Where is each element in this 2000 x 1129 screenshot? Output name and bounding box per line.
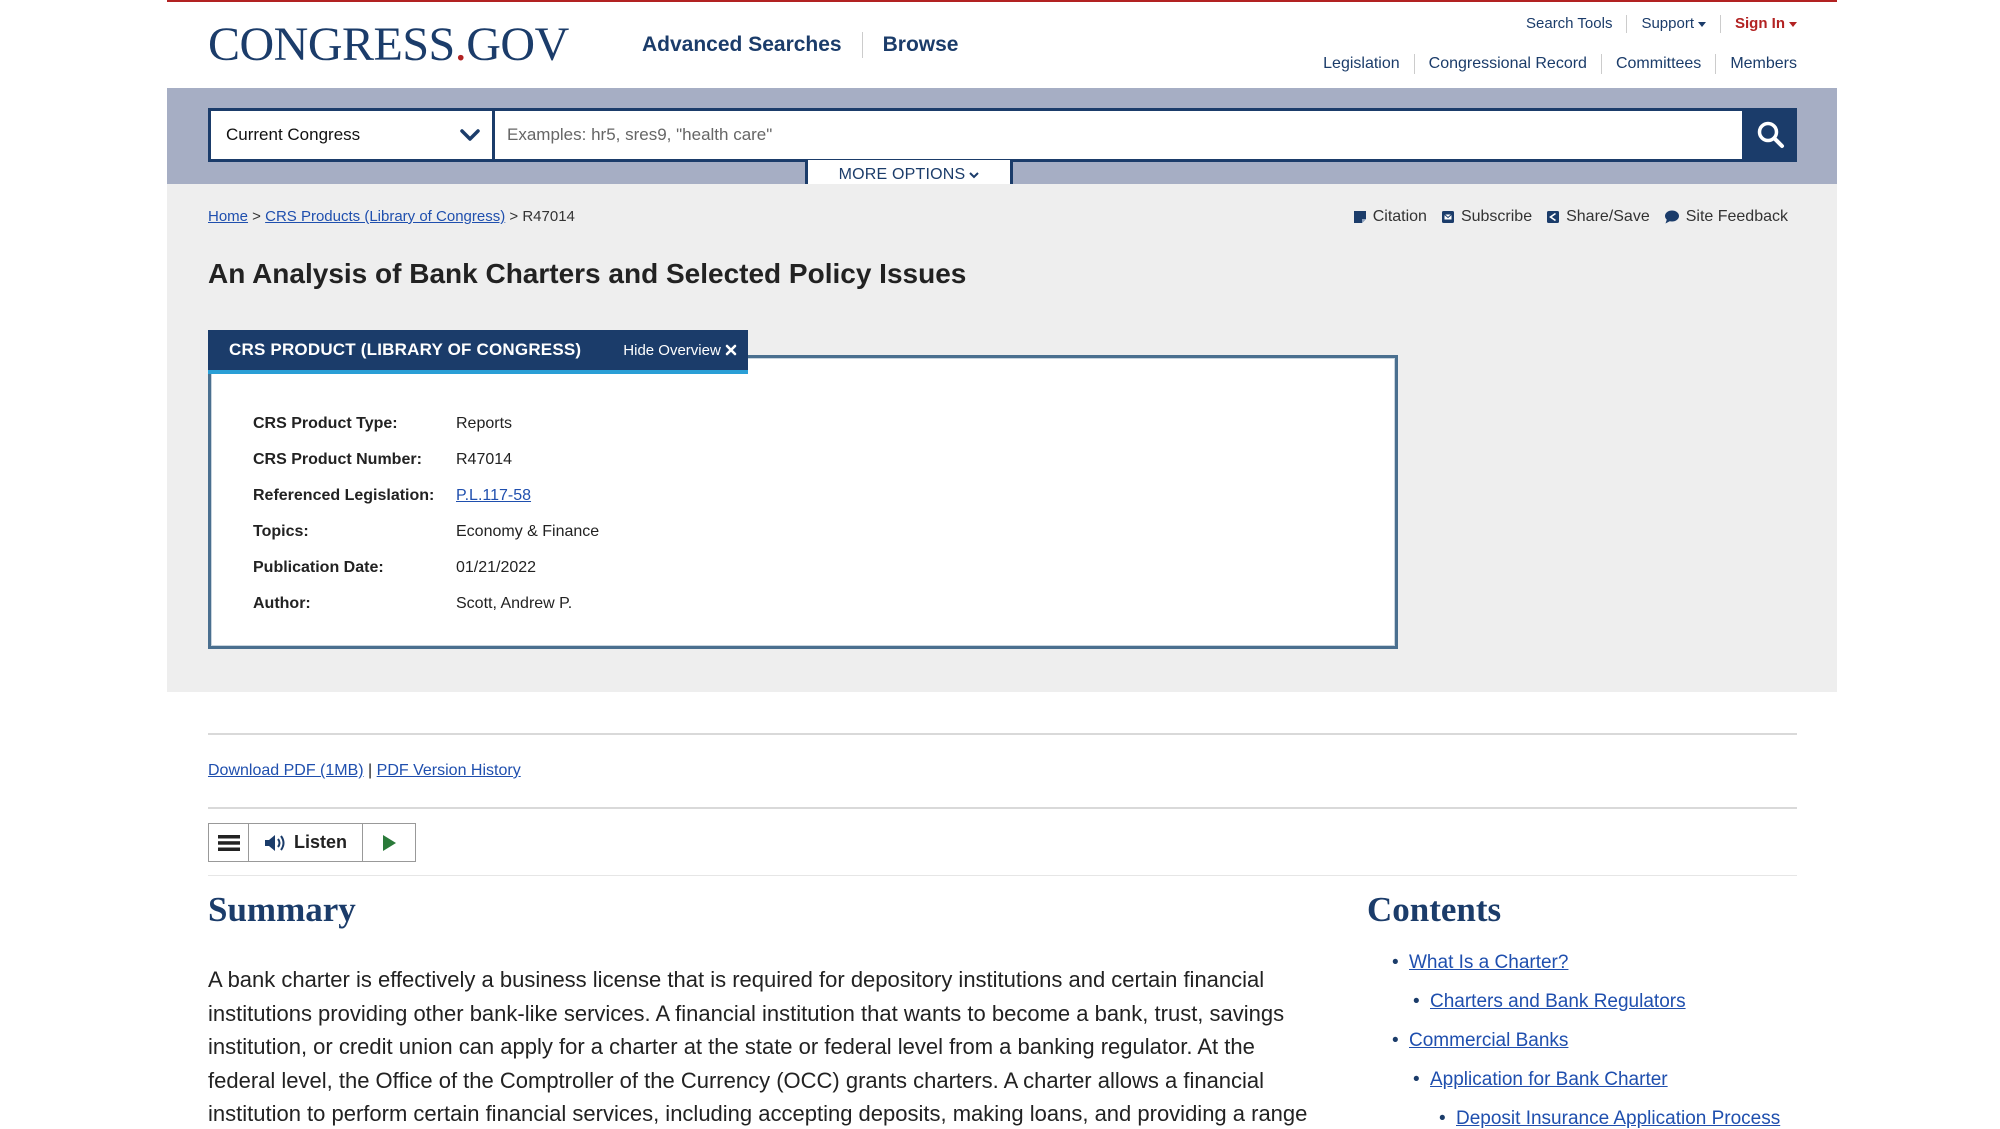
- congress-scope-select[interactable]: [208, 108, 492, 162]
- overview-row-product-number: [253, 442, 599, 478]
- caret-down-icon: [1789, 22, 1797, 27]
- summary-line: institution to perform certain financial services, including accepting deposits, making loans, and providing a range: [208, 1101, 1308, 1126]
- summary-line: institution, or credit union can apply for a charter at the state or federal level from a banking regulator. At the: [208, 1034, 1255, 1059]
- listen-button[interactable]: [249, 824, 363, 861]
- divider: [208, 807, 1797, 809]
- overview-value: Reports: [456, 415, 513, 432]
- overview-tab: [208, 330, 748, 374]
- search-tools-link[interactable]: Search Tools: [1526, 15, 1613, 32]
- browse-link[interactable]: Browse: [882, 33, 959, 56]
- overview-key: CRS Product Type:: [253, 415, 398, 432]
- toc-item-application-for-bank-charter[interactable]: • Application for Bank Charter: [1430, 1069, 1668, 1091]
- search-band: [167, 88, 1837, 184]
- envelope-icon: [1441, 210, 1455, 224]
- subscribe-label: Subscribe: [1460, 208, 1533, 225]
- logo-main: CONGRESS: [208, 18, 455, 71]
- share-save-label: Share/Save: [1566, 208, 1650, 225]
- breadcrumb-crs-link[interactable]: CRS Products (Library of Congress): [265, 208, 506, 225]
- hamburger-menu-icon: [218, 834, 240, 852]
- committees-link[interactable]: Committees: [1615, 55, 1702, 72]
- chevron-down-icon: [460, 125, 480, 145]
- overview-tab-label: CRS PRODUCT (LIBRARY OF CONGRESS): [229, 340, 582, 359]
- breadcrumb-separator: >: [505, 208, 523, 225]
- pdf-links: [208, 762, 521, 780]
- citation-button[interactable]: [1353, 208, 1427, 226]
- overview-row-author: [253, 586, 599, 622]
- overview-value: R47014: [456, 451, 513, 468]
- play-icon: [381, 834, 397, 852]
- search-button[interactable]: [1745, 108, 1797, 162]
- breadcrumb-home-link[interactable]: Home: [208, 208, 249, 225]
- page-title: An Analysis of Bank Charters and Selected Policy Issues: [208, 258, 967, 289]
- more-options-label: MORE OPTIONS: [838, 165, 966, 183]
- overview-row-referenced-legislation: [253, 478, 599, 514]
- members-link[interactable]: Members: [1730, 55, 1797, 72]
- breadcrumb: [208, 208, 575, 225]
- overview-value: 01/21/2022: [456, 559, 537, 576]
- subscribe-button[interactable]: [1441, 208, 1532, 226]
- overview-key: CRS Product Number:: [253, 451, 422, 468]
- overview-row-product-type: [253, 406, 599, 442]
- legislation-link[interactable]: Legislation: [1323, 55, 1400, 72]
- utility-nav: [1512, 15, 1797, 33]
- logo-suffix: GOV: [466, 18, 569, 71]
- citation-icon: [1353, 210, 1367, 224]
- speaker-icon: [264, 833, 288, 853]
- sign-in-label: Sign In: [1735, 15, 1785, 32]
- hide-overview-label: Hide Overview: [623, 341, 721, 359]
- divider: [208, 875, 1797, 876]
- summary-heading: Summary: [208, 890, 356, 929]
- listen-player: [208, 823, 416, 862]
- logo-dot: .: [454, 18, 467, 71]
- pdf-link-separator: |: [363, 762, 377, 779]
- summary-line: federal level, the Office of the Comptroller of the Currency (OCC) grants charters. A charter allows a financial: [208, 1067, 1265, 1093]
- support-label: Support: [1641, 15, 1694, 32]
- toc-item-what-is-a-charter[interactable]: • What Is a Charter?: [1409, 952, 1568, 974]
- sign-in-menu[interactable]: [1721, 15, 1797, 33]
- close-icon: [725, 344, 737, 356]
- listen-label: Listen: [293, 832, 347, 852]
- summary-line: A bank charter is effectively a business license that is required for depository institutions and certain financial: [208, 967, 1265, 992]
- page-container: [167, 0, 1837, 1129]
- summary-line: institutions providing other bank-like services. A financial institution that wants to become a bank, trust, savings: [208, 1000, 1285, 1026]
- main-nav: [642, 32, 978, 58]
- page-tools: [1339, 208, 1788, 226]
- secondary-nav: [1309, 54, 1797, 74]
- speech-bubble-icon: [1664, 210, 1680, 224]
- scope-selected-value: Current Congress: [226, 125, 361, 144]
- congressional-record-link[interactable]: Congressional Record: [1428, 55, 1587, 72]
- site-feedback-button[interactable]: [1664, 208, 1788, 226]
- share-save-button[interactable]: [1546, 208, 1650, 226]
- site-feedback-label: Site Feedback: [1685, 208, 1788, 225]
- download-pdf-link[interactable]: Download PDF (1MB): [208, 762, 364, 779]
- chevron-down-icon: [969, 171, 979, 179]
- overview-value: Scott, Andrew P.: [456, 595, 573, 612]
- hide-overview-button[interactable]: [623, 342, 737, 359]
- breadcrumb-separator: >: [248, 208, 266, 225]
- overview-section: [167, 184, 1837, 692]
- caret-down-icon: [1698, 22, 1706, 27]
- overview-table: [253, 406, 599, 622]
- overview-row-publication-date: [253, 550, 599, 586]
- share-icon: [1546, 210, 1560, 224]
- play-button[interactable]: [363, 824, 415, 861]
- toc-item-commercial-banks[interactable]: • Commercial Banks: [1409, 1030, 1568, 1052]
- toc-item-deposit-insurance-application-process[interactable]: • Deposit Insurance Application Process: [1456, 1108, 1780, 1129]
- overview-panel: [208, 355, 1398, 649]
- toc-item-charters-and-bank-regulators[interactable]: • Charters and Bank Regulators: [1430, 991, 1686, 1013]
- pdf-version-history-link[interactable]: PDF Version History: [376, 762, 521, 779]
- citation-label: Citation: [1372, 208, 1427, 225]
- search-input[interactable]: [495, 111, 1742, 159]
- search-icon: [1756, 120, 1786, 150]
- referenced-legislation-link[interactable]: P.L.117-58: [456, 487, 532, 504]
- overview-key: Publication Date:: [253, 559, 384, 576]
- breadcrumb-current: R47014: [522, 208, 575, 225]
- overview-row-topics: [253, 514, 599, 550]
- overview-key: Author:: [253, 595, 311, 612]
- support-menu[interactable]: [1627, 15, 1720, 33]
- overview-key: Topics:: [253, 523, 309, 540]
- divider: [208, 733, 1797, 735]
- summary-text: [208, 963, 1318, 1129]
- advanced-searches-link[interactable]: Advanced Searches: [642, 33, 842, 56]
- search-input-wrapper: [492, 108, 1745, 162]
- player-menu-button[interactable]: [209, 824, 249, 861]
- overview-value: Economy & Finance: [456, 523, 600, 540]
- contents-heading: Contents: [1367, 890, 1502, 929]
- overview-key: Referenced Legislation:: [253, 487, 435, 504]
- congress-gov-logo[interactable]: [208, 20, 569, 70]
